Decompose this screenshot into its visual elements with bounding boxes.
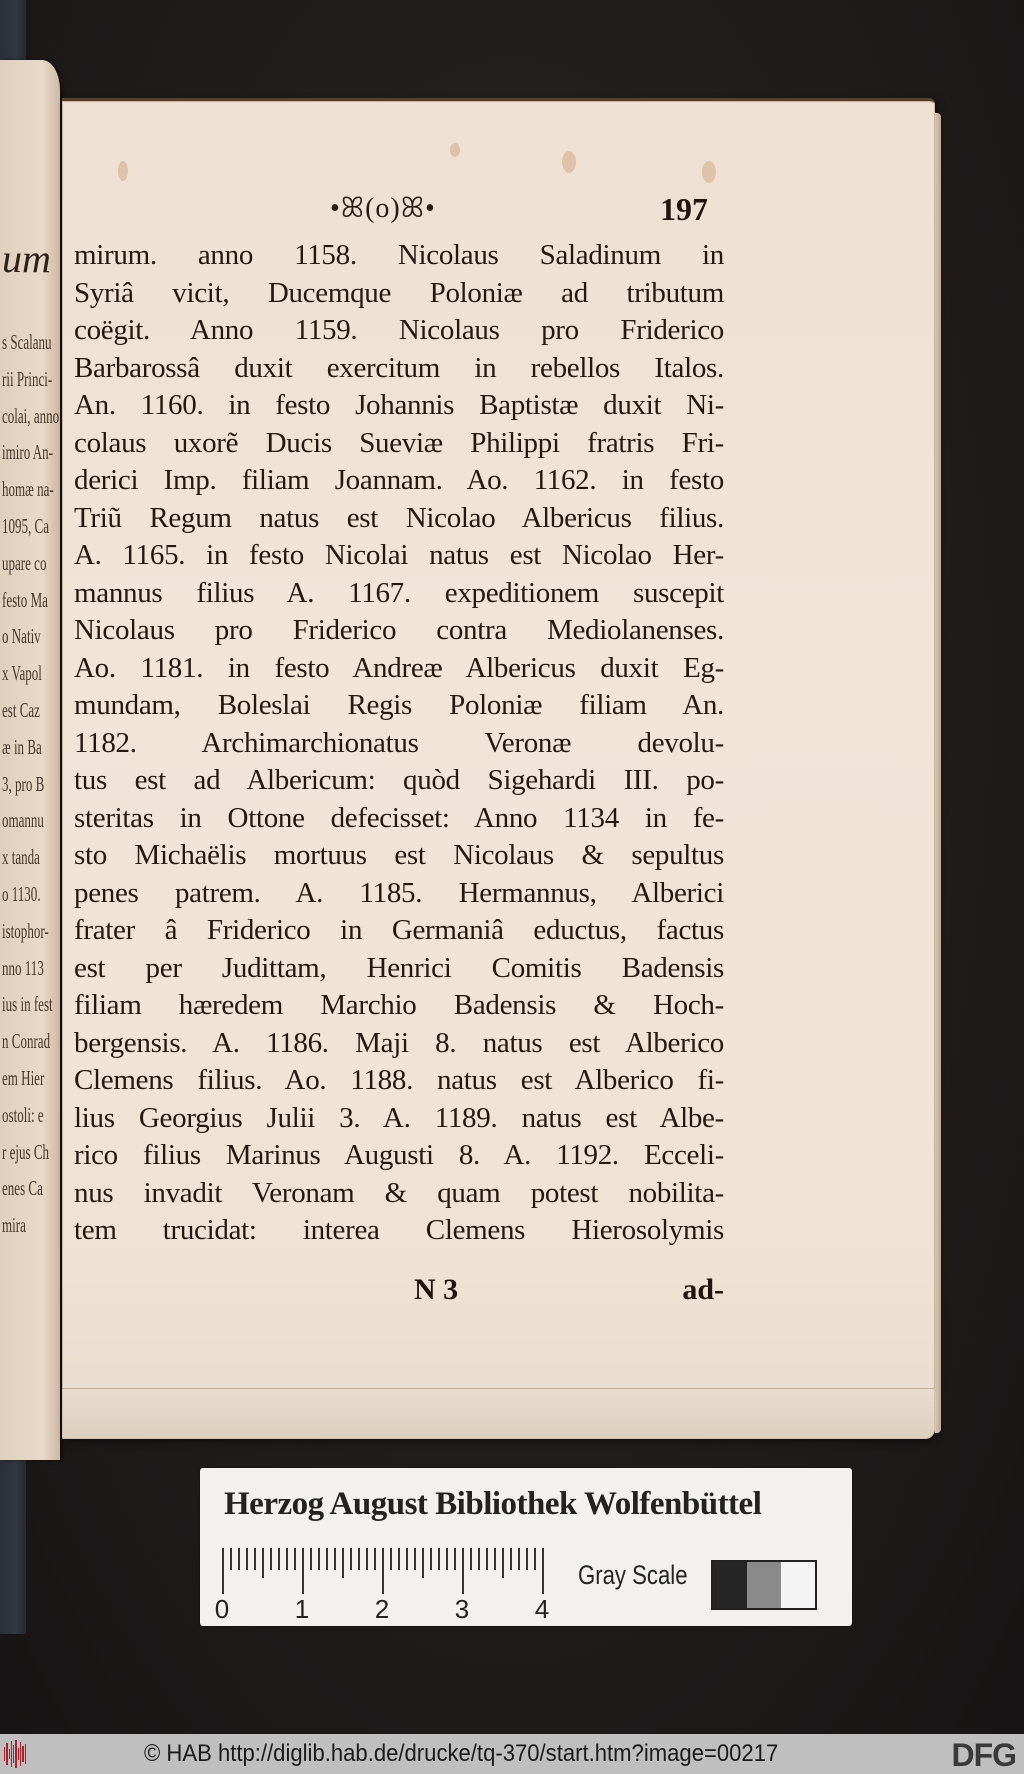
paper-stain (118, 161, 128, 181)
page-number: 197 (660, 191, 708, 227)
body-text (74, 237, 724, 1250)
ruler-tick (454, 1548, 456, 1570)
facing-text-fragment: n Conrad (2, 1029, 51, 1054)
facing-text-fragment: colai, anno (2, 403, 60, 428)
page-footer-line (74, 1273, 724, 1313)
signature-mark: N 3 (414, 1273, 459, 1306)
text-line: Triũ Regum natus est Nicolao Albericus filius. (74, 501, 724, 534)
ruler-tick (406, 1548, 408, 1570)
ruler-tick (430, 1548, 432, 1570)
text-line: est per Judittam, Henrici Comitis Badensis (74, 951, 724, 984)
text-line: lius Georgius Julii 3. A. 1189. natus est Albe- (74, 1101, 724, 1134)
facing-text-fragment: o 1130. (2, 882, 41, 906)
library-scale-card (200, 1468, 852, 1626)
ruler-tick (470, 1548, 472, 1570)
facing-page-edge (0, 60, 60, 1460)
facing-text-fragment: 1095, Ca (2, 514, 50, 538)
facing-text-fragment: ius in fest (2, 992, 53, 1017)
ruler-tick (230, 1548, 232, 1570)
text-line: A. 1165. in festo Nicolai natus est Nicolao Her- (74, 539, 724, 571)
page-bottom-edge-damage (62, 1388, 935, 1439)
header-ornament-icon: •ꕤ(o)ꕤ• (330, 193, 436, 224)
text-line: rico filius Marinus Augusti 8. A. 1192. Ecceli- (74, 1139, 724, 1171)
text-line: nus invadit Veronam & quam potest nobilita- (74, 1176, 724, 1209)
text-line: penes patrem. A. 1185. Hermannus, Alberici (74, 876, 724, 909)
ruler-label: 4 (534, 1594, 550, 1624)
ruler-tick (502, 1548, 504, 1578)
facing-text-fragment: ostoli: e (2, 1102, 44, 1127)
footer-bar (0, 1734, 1024, 1774)
running-header (62, 193, 935, 233)
text-line: frater â Friderico in Germaniâ eductus, factus (74, 914, 724, 946)
facing-text-fragment: r ejus Ch (2, 1139, 50, 1164)
ruler-tick (414, 1548, 416, 1570)
facing-text-fragment: em Hier (2, 1066, 45, 1090)
text-line: filiam hæredem Marchio Badensis & Hoch- (74, 989, 724, 1021)
text-line: mannus filius A. 1167. expeditionem suscepit (74, 576, 724, 609)
ruler-tick (374, 1548, 376, 1570)
facing-text-fragment: istophor- (2, 918, 49, 943)
ruler-label: 2 (374, 1594, 390, 1624)
ruler-tick (310, 1548, 312, 1570)
text-line: sto Michaëlis mortuus est Nicolaus & sepultus (74, 839, 724, 871)
facing-text-fragment: festo Ma (2, 587, 48, 612)
facing-text-fragment: est Caz (2, 698, 40, 722)
facing-text-fragment: upare co (2, 550, 47, 575)
ruler-tick (478, 1548, 480, 1570)
ruler-tick (278, 1548, 280, 1570)
facing-text-fragment: homæ na- (2, 477, 54, 502)
gray-scale-label: Gray Scale (578, 1560, 688, 1590)
library-name: Herzog August Bibliothek Wolfenbüttel (224, 1486, 762, 1522)
facing-text-fragment: x Vapol (2, 661, 42, 686)
ruler-tick (318, 1548, 320, 1570)
facing-page-heading-fragment: um (2, 236, 51, 281)
ruler-tick (222, 1548, 224, 1594)
text-line: 1182. Archimarchionatus Veronæ devolu- (74, 726, 724, 759)
text-line: coëgit. Anno 1159. Nicolaus pro Friderico (74, 314, 724, 346)
ruler-tick (494, 1548, 496, 1570)
ruler-tick (262, 1548, 264, 1578)
gray-scale-swatches (711, 1560, 817, 1610)
gray-swatch (713, 1562, 747, 1608)
ruler-tick (438, 1548, 440, 1570)
ruler-tick (254, 1548, 256, 1570)
ruler-tick (286, 1548, 288, 1570)
text-line: Nicolaus pro Friderico contra Mediolanenses. (74, 614, 724, 646)
ruler-tick (334, 1548, 336, 1570)
hab-logo-icon (4, 1740, 26, 1768)
ruler-tick (398, 1548, 400, 1570)
facing-text-fragment: nno 113 (2, 955, 44, 980)
text-line: tem trucidat: interea Clemens Hierosolymis (74, 1214, 724, 1246)
ruler-tick (518, 1548, 520, 1570)
text-line: bergensis. A. 1186. Maji 8. natus est Alberico (74, 1026, 724, 1059)
text-line: colaus uxorẽ Ducis Sueviæ Philippi fratris Fri- (74, 426, 724, 459)
ruler-tick (446, 1548, 448, 1570)
facing-text-fragment: imiro An- (2, 440, 53, 465)
ruler-tick (270, 1548, 272, 1570)
gray-swatch (747, 1562, 781, 1608)
facing-text-fragment: enes Ca (2, 1176, 43, 1201)
ruler-tick (422, 1548, 424, 1578)
ruler-tick (510, 1548, 512, 1570)
paper-stain (702, 161, 716, 183)
ruler-label: 0 (214, 1594, 230, 1624)
ruler-tick (382, 1548, 384, 1594)
paper-stain (562, 151, 576, 173)
text-line: Barbarossâ duxit exercitum in rebellos Italos. (74, 351, 724, 384)
text-line: Ao. 1181. in festo Andreæ Albericus duxit Eg- (74, 651, 724, 684)
dfg-logo-icon: DFG (951, 1737, 1016, 1773)
ruler-tick (238, 1548, 240, 1570)
facing-text-fragment: o Nativ (2, 624, 41, 649)
ruler-tick (534, 1548, 536, 1570)
facing-text-fragment: omannu (2, 808, 44, 833)
ruler-label: 3 (454, 1594, 470, 1624)
ruler-label: 1 (294, 1594, 310, 1624)
ruler-tick (342, 1548, 344, 1578)
ruler-tick (358, 1548, 360, 1570)
text-line: steritas in Ottone defecisset: Anno 1134 in fe- (74, 801, 724, 834)
ruler-tick (462, 1548, 464, 1594)
text-line: derici Imp. filiam Joannam. Ao. 1162. in festo (74, 464, 724, 496)
paper-stain (450, 143, 460, 157)
ruler-tick (390, 1548, 392, 1570)
ruler-tick (542, 1548, 544, 1594)
measurement-ruler (214, 1548, 552, 1624)
facing-text-fragment: 3, pro B (2, 771, 45, 796)
facing-text-fragment: rii Princi- (2, 366, 53, 391)
facing-text-fragment: æ in Ba (2, 734, 42, 759)
ruler-tick (486, 1548, 488, 1570)
text-line: Syriâ vicit, Ducemque Poloniæ ad tributum (74, 276, 724, 309)
book-page (62, 98, 935, 1439)
ruler-tick (302, 1548, 304, 1594)
copyright-link[interactable]: © HAB http://diglib.hab.de/drucke/tq-370/start.htm?image=00217 (144, 1740, 779, 1767)
ruler-tick (326, 1548, 328, 1570)
ruler-tick (526, 1548, 528, 1570)
text-line: Clemens filius. Ao. 1188. natus est Alberico fi- (74, 1064, 724, 1096)
text-line: An. 1160. in festo Johannis Baptistæ duxit Ni- (74, 389, 724, 421)
ruler-tick (350, 1548, 352, 1570)
text-line: mundam, Boleslai Regis Poloniæ filiam An. (74, 689, 724, 721)
text-line: tus est ad Albericum: quòd Sigehardi III. po- (74, 764, 724, 796)
facing-text-fragment: s Scalanu (2, 330, 52, 354)
ruler-tick (366, 1548, 368, 1570)
facing-text-fragment: mira (2, 1213, 26, 1238)
ruler-tick (294, 1548, 296, 1570)
gray-swatch (781, 1562, 815, 1608)
catchword: ad- (682, 1273, 724, 1306)
ruler-tick (246, 1548, 248, 1570)
text-line: mirum. anno 1158. Nicolaus Saladinum in (74, 239, 724, 271)
facing-text-fragment: x tanda (2, 845, 40, 870)
